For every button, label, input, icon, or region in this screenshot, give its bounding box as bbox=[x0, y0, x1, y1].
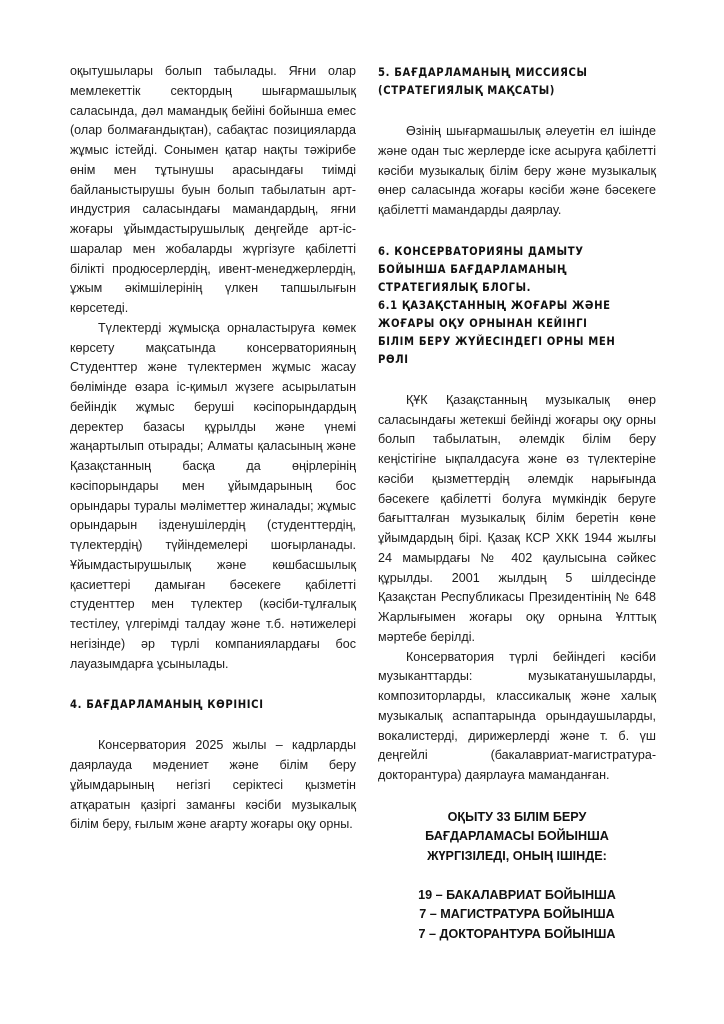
right-column bbox=[378, 62, 656, 944]
paragraph-mission: Өзінің шығармашылық әлеуетін ел ішінде және одан тыс жерлерде іске асыруға қабілетті кәсіби музыкалық білім беру және музыкалық өнер саласында жоғары кәсіби және бәсекеге қабілетті мамандарды даярлау. bbox=[378, 124, 656, 217]
heading-program-mission bbox=[378, 64, 628, 100]
summary-master-count: 7 – МАГИСТРАТУРА БОЙЫНША bbox=[419, 907, 615, 922]
summary-line3: ЖҮРГІЗІЛЕДІ, ОНЫҢ ІШІНДЕ: bbox=[427, 848, 607, 863]
left-column bbox=[70, 62, 356, 835]
heading-strategic-line1: 6. КОНСЕРВАТОРИЯНЫ ДАМЫТУ БОЙЫНША БАҒДАРЛАМАНЫҢ СТРАТЕГИЯЛЫҚ БЛОГЫ. bbox=[378, 244, 584, 294]
summary-line2: БАҒДАРЛАМАСЫ БОЙЫНША bbox=[425, 829, 609, 844]
paragraph-graduate-specialists: оқытушылары болып табылады. Яғни олар мемлекеттік сектордың шығармашылық саласында, дәл мамандық бейіні бойынша емес (олар болмағандықтан), сабақтас позицияларда жұмыс істейді. Сонымен қатар нақты тәжірибе өнім мен тұтынушы арасындағы тиімді байланыстырушы буын болып табылатын арт-индустрия саласындағы мамандардың, яғни жоғары ұйымдастырушылық деңгейде арт-іс-шаралар мен жобаларды жүргізуге қабілетті білікті продюсерлердің, ивент-менеджерлердің, ұжым әкімшілерінің үлкен тапшылығын көрсетеді. bbox=[70, 64, 356, 315]
summary-line1: ОҚЫТУ 33 БІЛІМ БЕРУ bbox=[447, 809, 587, 824]
summary-doctoral-count: 7 – ДОКТОРАНТУРА БОЙЫНША bbox=[418, 926, 616, 941]
heading-strategic-block bbox=[378, 243, 628, 369]
heading-program-vision: 4. БАҒДАРЛАМАНЫҢ КӨРІНІСІ bbox=[70, 698, 264, 712]
program-count-summary bbox=[378, 808, 656, 945]
paragraph-specialization: Консерватория түрлі бейіндегі кәсіби музыканттарды: музыкатанушыларды, композиторларды, классикалық және халық музыкалық аспаптарында орындаушыларды, вокалистерді, дирижерлерді және т. б. үш деңгейлі (бакалавриат-магистратура-докторантура) даярлауға маманданған. bbox=[378, 649, 656, 782]
heading-mission-line2: (СТРАТЕГИЯЛЫҚ МАҚСАТЫ) bbox=[378, 84, 556, 97]
paragraph-vision-2025: Консерватория 2025 жылы – кадрларды даярлауда мәдениет және білім беру ұйымдарының негізгі серіктесі қызметін атқаратын қазіргі заманғы кәсіби музыкалық білім беру, ғылым және ағарту жоғары оқу орны. bbox=[70, 738, 356, 832]
summary-bachelor-count: 19 – БАКАЛАВРИАТ БОЙЫНША bbox=[418, 887, 616, 902]
heading-strategic-line2: 6.1 ҚАЗАҚСТАННЫҢ ЖОҒАРЫ ЖӘНЕ ЖОҒАРЫ ОҚУ ОРНЫНАН КЕЙІНГІ БІЛІМ БЕРУ ЖҮЙЕСІНДЕГІ ОРНЫ МЕН РӨЛІ bbox=[378, 298, 616, 366]
paragraph-employment-assistance: Түлектерді жұмысқа орналастыруға көмек көрсету мақсатында консерваторияның Студенттер және түлектермен жұмыс жасау бөлімінде өзара іс-қимыл жүзеге асырылатын бейіндік жұмыс беруші кәсіпорындардың деректер базасы құрылды және үнемі жаңартылып отырады; Алматы қаласының және Қазақстанның басқа да өңірлерінің кәсіпорындары мен ұйымдарының бос орындары туралы мәліметтер жиналады; жұмыс орындарын ізденушілердің (студенттердің, түлектердің) түйіндемелері шоғырланады. Ұйымдастырушылық және көшбасшылық қасиеттері дамыған бәсекеге қабілетті студенттер мен түлектер (кәсіби-тұлғалық тестілеу, үлгерімді талдау және т.б. нәтижелері негізінде) әр түрлі компаниялардағы бос лауазымдарға ұсынылады. bbox=[70, 320, 356, 671]
paragraph-conservatory-history: ҚҰК Қазақстанның музыкалық өнер саласындағы жетекші бейінді жоғары оқу орны болып табылатын, әлемдік білім беру кеңістігіне ықпалдасуға және өз түлектеріне кәсіби қызметтердің әлемдік нарығында бәсекеге қабілетті болуға мүмкіндік беруге бағытталған музыкалық білім беретін көне ұйымдардың бірі. Қазақ КСР ХКК 1944 жылғы 24 мамырдағы № 402 қаулысына сәйкес құрылды. 2001 жылдың 5 шілдесінде Қазақстан Республикасы Президентінің № 648 Жарлығымен жоғары оқу орнына Ұлттық мәртебе берілді. bbox=[378, 392, 656, 644]
heading-mission-line1: 5. БАҒДАРЛАМАНЫҢ МИССИЯСЫ bbox=[378, 66, 588, 79]
